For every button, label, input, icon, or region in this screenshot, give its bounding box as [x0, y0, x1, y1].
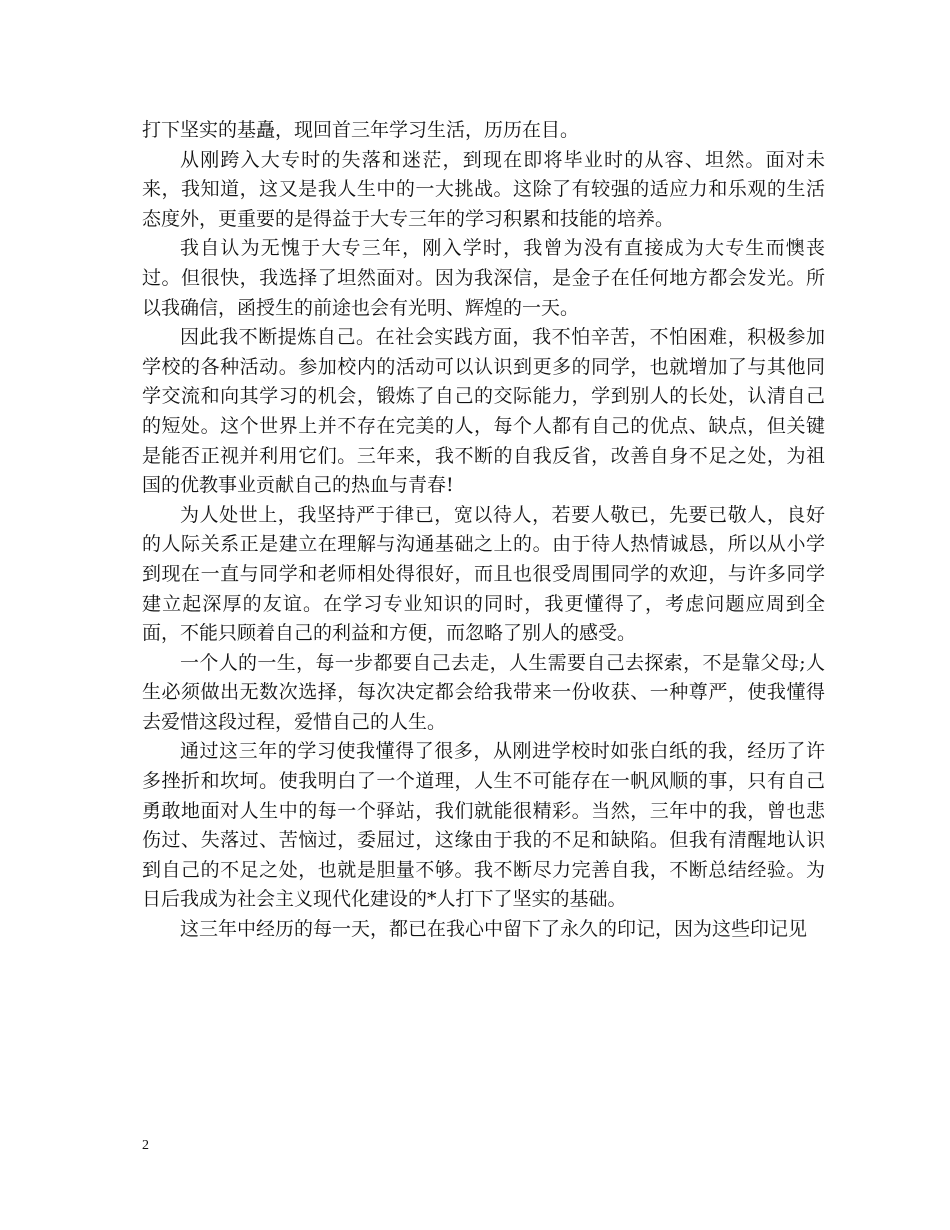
page-number: 2 [142, 1138, 149, 1153]
paragraph-7: 通过这三年的学习使我懂得了很多，从刚进学校时如张白纸的我，经历了许多挫折和坎坷。使我明白了一个道理，人生不可能存在一帆风顺的事，只有自己勇敢地面对人生中的每一个驿站，我们就能很精彩。当然，三年中的我，曾也悲伤过、失落过、苦恼过，委屈过，这缘由于我的不足和缺陷。但我有清醒地认识到自己的不足之处，也就是胆量不够。我不断尽力完善自我，不断总结经验。为日后我成为社会主义现代化建设的*人打下了坚实的基础。 [142, 740, 825, 911]
paragraph-8: 这三年中经历的每一天，都已在我心中留下了永久的印记，因为这些印记见 [180, 918, 808, 941]
paragraph-3: 我自认为无愧于大专三年，刚入学时，我曾为没有直接成为大专生而懊丧过。但很快，我选择了坦然面对。因为我深信，是金子在任何地方都会发光。所以我确信，函授生的前途也会有光明、辉煌的一天。 [142, 237, 825, 319]
paragraph-2: 从刚跨入大专时的失落和迷茫，到现在即将毕业时的从容、坦然。面对未来，我知道，这又是我人生中的一大挑战。这除了有较强的适应力和乐观的生活态度外，更重要的是得益于大专三年的学习积累和技能的培养。 [142, 148, 825, 230]
paragraph-1: 打下坚实的基矗，现回首三年学习生活，历历在目。 [142, 119, 580, 141]
paragraph-4: 因此我不断提炼自己。在社会实践方面，我不怕辛苦，不怕困难，积极参加学校的各种活动。参加校内的活动可以认识到更多的同学，也就增加了与其他同学交流和向其学习的机会，锻炼了自己的交际能力，学到别人的长处，认清自己的短处。这个世界上并不存在完美的人，每个人都有自己的优点、缺点，但关键是能否正视并利用它们。三年来，我不断的自我反省，改善自身不足之处，为祖国的优教事业贡献自己的热血与青春! [142, 326, 825, 497]
paragraph-5: 为人处世上，我坚持严于律已，宽以待人，若要人敬已，先要已敬人，良好的人际关系正是建立在理解与沟通基础之上的。由于待人热情诚恳，所以从小学到现在一直与同学和老师相处得很好，而且也很受周围同学的欢迎，与许多同学建立起深厚的友谊。在学习专业知识的同时，我更懂得了，考虑问题应周到全面，不能只顾着自己的利益和方便，而忽略了别人的感受。 [142, 503, 825, 645]
document-body [142, 116, 825, 945]
paragraph-6: 一个人的一生，每一步都要自己去走，人生需要自己去探索，不是靠父母;人生必须做出无数次选择，每次决定都会给我带来一份收获、一种尊严，使我懂得去爱惜这段过程，爱惜自己的人生。 [142, 651, 825, 733]
